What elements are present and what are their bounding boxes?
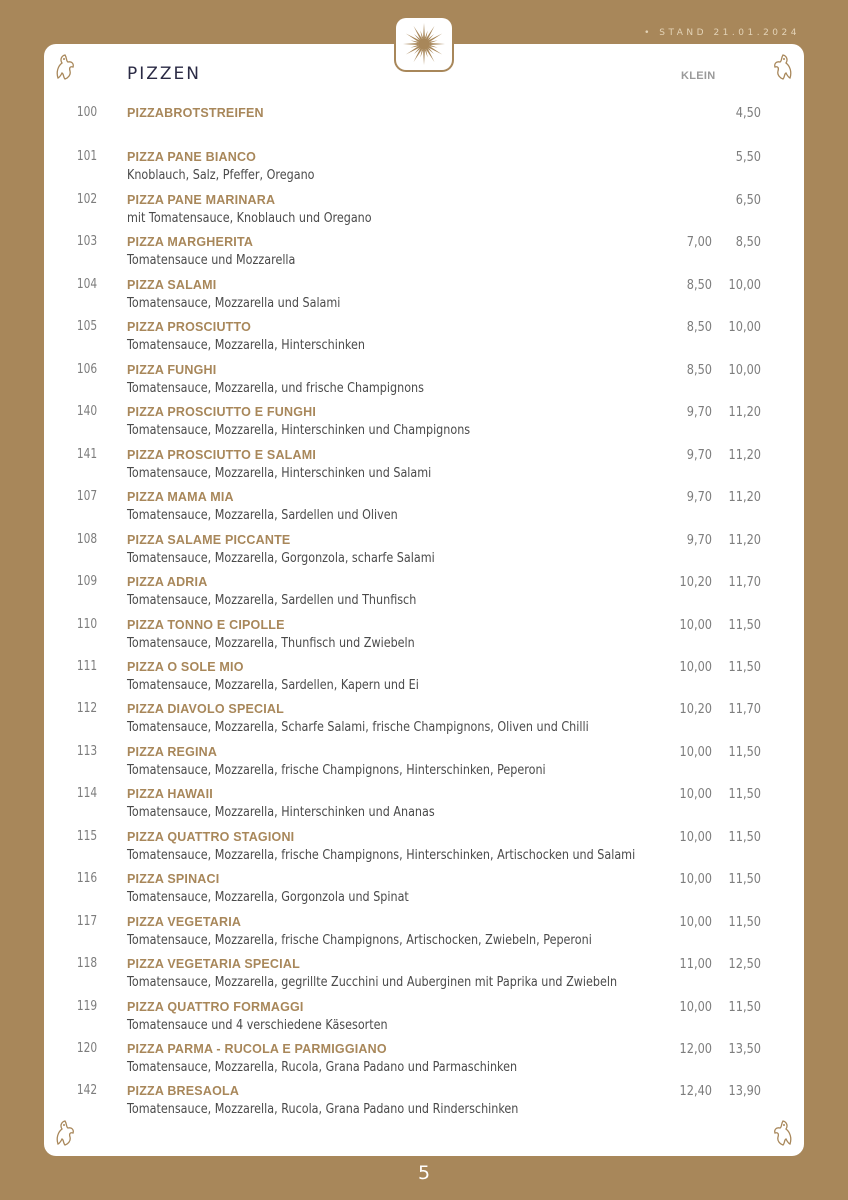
menu-item [44,957,804,997]
page-number: 5 [417,1162,431,1184]
menu-item [44,872,804,912]
item-number: 119 [76,998,98,1014]
sun-emblem-icon [400,20,448,68]
item-name: PIZZA SALAME PICCANTE [127,532,291,547]
item-description: Tomatensauce, Mozzarella, Hinterschinken [127,338,365,354]
emblem [396,18,452,70]
item-name: PIZZA O SOLE MIO [127,659,244,674]
price-klein: 9,70 [686,531,712,548]
item-name: PIZZA PROSCIUTTO E SALAMI [127,447,317,462]
item-number: 141 [76,446,98,462]
price-gross: 11,50 [728,998,761,1015]
price-gross: 6,50 [735,192,761,208]
price-gross: 4,50 [735,105,761,121]
price-klein: 10,00 [679,828,712,845]
item-name: PIZZA MARGHERITA [127,235,254,250]
price-klein: 12,00 [679,1041,712,1057]
menu-item [44,787,804,827]
item-name: PIZZA QUATTRO STAGIONI [127,829,295,844]
item-description: Tomatensauce, Mozzarella, Sardellen, Kapern und Ei [127,677,419,693]
item-number: 111 [76,658,98,674]
price-gross: 11,50 [728,913,761,930]
menu-card [44,44,804,1156]
item-number: 140 [76,404,98,420]
menu-item [44,448,804,488]
item-number: 101 [76,149,98,164]
price-klein: 7,00 [686,234,712,251]
item-description: Tomatensauce, Mozzarella, Sardellen und Thunfisch [127,593,417,609]
price-gross: 11,50 [728,743,761,760]
item-number: 114 [76,786,98,802]
menu-item [44,193,804,233]
item-name: PIZZA DIAVOLO SPECIAL [127,702,284,717]
price-gross: 11,20 [728,531,761,548]
price-klein: 10,00 [679,658,712,675]
price-gross: 11,20 [728,489,761,506]
price-klein: 10,00 [679,786,712,803]
item-number: 103 [76,234,98,250]
item-description: Knoblauch, Salz, Pfeffer, Oregano [127,168,315,183]
item-name: PIZZA MAMA MIA [127,490,234,505]
item-number: 116 [76,871,98,887]
item-number: 110 [76,616,98,632]
item-number: 109 [76,574,98,590]
item-name: PIZZA FUNGHI [127,362,217,377]
item-description: Tomatensauce, Mozzarella, frische Champignons, Hinterschinken, Artischocken und Salami [127,847,636,863]
menu-item [44,235,804,275]
price-gross: 11,20 [728,404,761,421]
item-number: 112 [76,701,98,717]
item-description: Tomatensauce und 4 verschiedene Käsesorten [127,1017,388,1033]
price-gross: 13,50 [728,1041,761,1057]
menu-item [44,618,804,658]
price-klein: 10,20 [679,701,712,718]
menu-item [44,660,804,700]
menu-item [44,575,804,615]
price-klein: 8,50 [686,319,712,336]
price-klein: 12,40 [679,1083,712,1100]
price-gross: 13,90 [728,1083,761,1100]
column-header-klein: KLEIN [681,70,716,82]
item-number: 108 [76,531,98,547]
item-number: 118 [76,956,98,972]
price-gross: 11,50 [728,616,761,633]
menu-item [44,405,804,445]
price-gross: 10,00 [728,361,761,378]
price-klein: 10,00 [679,616,712,633]
price-klein: 9,70 [686,446,712,463]
item-name: PIZZA BRESAOLA [127,1084,240,1099]
price-gross: 11,50 [728,828,761,845]
item-name: PIZZA SALAMI [127,277,217,292]
menu-item [44,1000,804,1040]
item-description: Tomatensauce, Mozzarella, Gorgonzola und Spinat [127,890,409,906]
item-description: mit Tomatensauce, Knoblauch und Oregano [127,211,372,226]
item-number: 115 [76,828,98,844]
item-name: PIZZA QUATTRO FORMAGGI [127,999,304,1014]
item-number: 120 [76,1041,98,1056]
item-name: PIZZA PROSCIUTTO [127,320,252,335]
menu-item [44,702,804,742]
price-klein: 10,20 [679,574,712,591]
item-name: PIZZA REGINA [127,744,218,759]
item-name: PIZZA HAWAII [127,787,213,802]
item-description: Tomatensauce, Mozzarella, Thunfisch und Zwiebeln [127,635,415,651]
item-description: Tomatensauce, Mozzarella, frische Champignons, Hinterschinken, Peperoni [127,762,546,778]
item-description: Tomatensauce, Mozzarella, Hinterschinken und Champignons [127,423,471,439]
item-description: Tomatensauce, Mozzarella, Scharfe Salami, frische Champignons, Oliven und Chilli [127,720,589,736]
item-number: 106 [76,361,98,377]
menu-item [44,1084,804,1124]
griffin-ornament-icon [52,52,78,82]
item-description: Tomatensauce, Mozzarella, Sardellen und Oliven [127,508,398,524]
griffin-ornament-icon [770,52,796,82]
item-name: PIZZA PROSCIUTTO E FUNGHI [127,405,317,420]
page-title: PIZZEN [127,64,202,84]
item-description: Tomatensauce, Mozzarella, Gorgonzola, scharfe Salami [127,550,435,566]
price-gross: 11,50 [728,658,761,675]
stand-date: • STAND 21.01.2024 [644,28,800,38]
item-number: 107 [76,489,98,505]
price-klein: 10,00 [679,913,712,930]
menu-item [44,830,804,870]
item-name: PIZZABROTSTREIFEN [127,106,264,120]
item-name: PIZZA PARMA - RUCOLA E PARMIGGIANO [127,1042,387,1056]
price-gross: 8,50 [735,234,761,251]
price-klein: 8,50 [686,361,712,378]
item-name: PIZZA ADRIA [127,575,208,590]
price-klein: 8,50 [686,276,712,293]
menu-item [44,745,804,785]
menu-item [44,490,804,530]
item-name: PIZZA SPINACI [127,872,220,887]
menu-item [44,106,804,146]
price-klein: 10,00 [679,998,712,1015]
menu-item [44,363,804,403]
menu-item [44,533,804,573]
item-description: Tomatensauce, Mozzarella, Rucola, Grana Padano und Rinderschinken [127,1102,519,1118]
price-gross: 11,70 [728,574,761,591]
price-klein: 9,70 [686,489,712,506]
price-gross: 11,20 [728,446,761,463]
item-number: 117 [76,913,98,929]
price-gross: 11,70 [728,701,761,718]
item-number: 105 [76,319,98,335]
price-gross: 10,00 [728,276,761,293]
price-klein: 10,00 [679,871,712,888]
item-name: PIZZA TONNO E CIPOLLE [127,617,285,632]
menu-item [44,915,804,955]
item-description: Tomatensauce und Mozzarella [127,253,296,269]
item-number: 102 [76,192,98,207]
item-number: 142 [76,1083,98,1099]
item-number: 113 [76,743,98,759]
item-description: Tomatensauce, Mozzarella, Hinterschinken und Salami [127,465,432,481]
item-description: Tomatensauce, Mozzarella, Rucola, Grana Padano und Parmaschinken [127,1060,518,1075]
item-description: Tomatensauce, Mozzarella, und frische Champignons [127,380,424,396]
item-name: PIZZA VEGETARIA SPECIAL [127,957,300,972]
price-gross: 12,50 [728,956,761,973]
price-klein: 9,70 [686,404,712,421]
item-name: PIZZA PANE BIANCO [127,150,257,164]
price-gross: 10,00 [728,319,761,336]
menu-item [44,320,804,360]
price-klein: 10,00 [679,743,712,760]
item-number: 100 [76,105,98,120]
item-name: PIZZA VEGETARIA [127,914,242,929]
price-gross: 5,50 [735,149,761,165]
price-gross: 11,50 [728,786,761,803]
item-name: PIZZA PANE MARINARA [127,193,276,207]
price-klein: 11,00 [679,956,712,973]
item-description: Tomatensauce, Mozzarella, gegrillte Zucchini und Auberginen mit Paprika und Zwiebeln [127,975,618,991]
menu-item [44,150,804,190]
item-description: Tomatensauce, Mozzarella und Salami [127,295,341,311]
menu-item [44,278,804,318]
price-gross: 11,50 [728,871,761,888]
menu-item [44,1042,804,1082]
item-number: 104 [76,276,98,292]
item-description: Tomatensauce, Mozzarella, frische Champignons, Artischocken, Zwiebeln, Peperoni [127,932,592,948]
item-description: Tomatensauce, Mozzarella, Hinterschinken und Ananas [127,805,435,821]
